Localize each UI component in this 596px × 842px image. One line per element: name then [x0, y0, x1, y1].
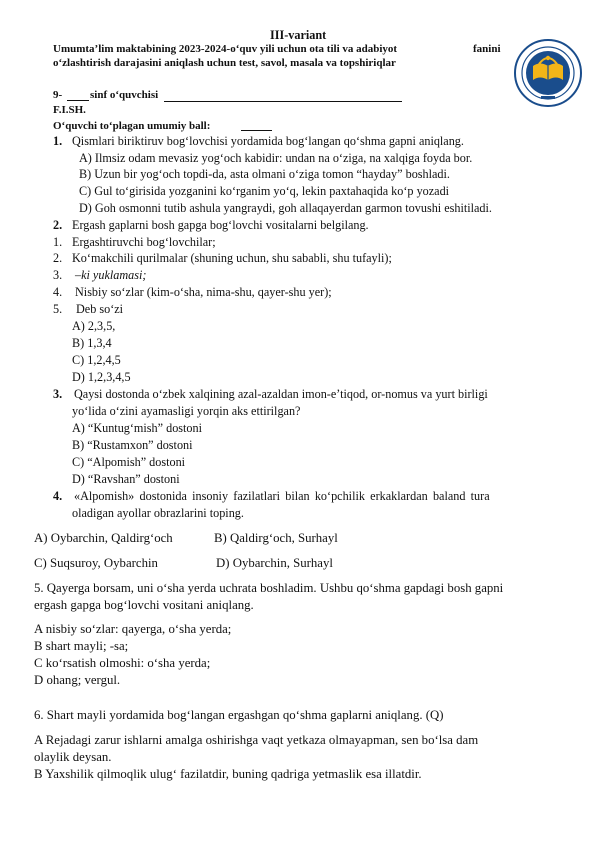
student-name-blank[interactable] [164, 101, 402, 102]
q2-option-b: B) 1,3,4 [72, 336, 112, 350]
q4-option-c: C) Suqsuroy, Oybarchin [34, 556, 158, 570]
class-prefix: 9- [53, 89, 63, 101]
q2-item-text: Deb so‘zi [76, 302, 124, 316]
q5-text-line1: 5. Qayerga borsam, uni o‘sha yerda uchrata boshladim. Ushbu qo‘shma gapdagi bosh gapni [34, 581, 504, 595]
score-blank[interactable] [241, 130, 272, 131]
q2-item-number: 1. [53, 235, 63, 249]
q2-item-text: Ergashtiruvchi bog‘lovchilar; [72, 235, 216, 249]
q1-option-a: A) Ilmsiz odam mevasiz yog‘och kabidir: undan na o‘ziga, na xalqiga foyda bor. [79, 151, 473, 165]
q6-option-a-line1: A Rejadagi zarur ishlarni amalga oshirishga vaqt yetkaza olmayapman, sen bo‘lsa dam [34, 733, 479, 747]
q2-item-text: Ko‘makchili qurilmalar (shuning uchun, shu sababli, shu tufayli); [72, 251, 392, 265]
score-label: O‘quvchi to‘plagan umumiy ball: [53, 120, 211, 132]
q1-number: 1. [53, 134, 63, 148]
q4-number: 4. [53, 489, 63, 503]
q2-item-number: 4. [53, 285, 63, 299]
school-emblem-icon [513, 38, 583, 108]
q4-text-line1: «Alpomish» dostonida insoniy fazilatlari bilan ko‘pchilik erkaklardan baland tura [74, 489, 490, 503]
q4-option-b: B) Qaldirg‘och, Surhayl [214, 531, 338, 545]
q3-option-c: C) “Alpomish” dostoni [72, 455, 186, 469]
q5-option-b: B shart mayli; -sa; [34, 639, 129, 653]
q3-number: 3. [53, 387, 63, 401]
fish-label: F.I.SH. [53, 104, 86, 116]
q1-text: Qismlari biriktiruv bog‘lovchisi yordamida bog‘langan qo‘shma gapni aniqlang. [72, 134, 464, 148]
q3-text-line2: yo‘lida o‘zini ayamasligi yorqin aks ettirilgan? [72, 404, 301, 418]
q1-option-c: C) Gul to‘girisida yozganini ko‘rganim yo‘q, lekin paxtahaqida ko‘p yozadi [79, 184, 450, 198]
q4-text-line2: oladigan ayollar obrazlarini toping. [72, 506, 244, 520]
q6-text: 6. Shart mayli yordamida bog‘langan ergashgan qo‘shma gaplarni aniqlang. (Q) [34, 708, 444, 722]
q2-text: Ergash gaplarni bosh gapga bog‘lovchi vositalarni belgilang. [72, 218, 369, 232]
q3-text-line1: Qaysi dostonda o‘zbek xalqining azal-azaldan imon-e’tiqod, or-nomus va yurt birligi [74, 387, 488, 401]
header-title-line1: Umumta’lim maktabining 2023-2024-o‘quv yili uchun ota tili va adabiyot [53, 43, 398, 55]
q4-option-a: A) Oybarchin, Qaldirg‘och [34, 531, 173, 545]
class-number-blank[interactable] [67, 100, 89, 101]
q6-option-a-line2: olaylik deysan. [34, 750, 112, 764]
q2-item-number: 5. [53, 302, 63, 316]
variant-title: III-variant [270, 28, 327, 42]
q2-option-d: D) 1,2,3,4,5 [72, 370, 131, 384]
q2-item-number: 2. [53, 251, 63, 265]
class-label: sinf o‘quvchisi [90, 89, 159, 101]
q5-option-d: D ohang; vergul. [34, 673, 121, 687]
q3-option-a: A) “Kuntug‘mish” dostoni [72, 421, 202, 435]
q2-option-c: C) 1,2,4,5 [72, 353, 121, 367]
q2-item-text: –ki yuklamasi; [75, 268, 147, 282]
q6-option-b: B Yaxshilik qilmoqlik ulug‘ fazilatdir, buning qadriga yetmaslik esa illatdir. [34, 767, 422, 781]
q2-option-a: A) 2,3,5, [72, 319, 116, 333]
q1-option-b: B) Uzun bir yog‘och topdi-da, asta olmani o‘ziga tomon “hayday” boshladi. [79, 167, 450, 181]
q2-number: 2. [53, 218, 63, 232]
q4-option-d: D) Oybarchin, Surhayl [216, 556, 333, 570]
q5-text-line2: ergash gapga bog‘lovchi vositani aniqlang. [34, 598, 254, 612]
q2-item-text: Nisbiy so‘zlar (kim-o‘sha, nima-shu, qayer-shu yer); [75, 285, 332, 299]
q5-option-c: C ko‘rsatish olmoshi: o‘sha yerda; [34, 656, 211, 670]
q3-option-b: B) “Rustamxon” dostoni [72, 438, 193, 452]
header-title-fanini: fanini [473, 43, 501, 55]
header-title-line2: o‘zlashtirish darajasini aniqlash uchun test, savol, masala va topshiriqlar [53, 57, 396, 69]
q3-option-d: D) “Ravshan” dostoni [72, 472, 180, 486]
q2-item-number: 3. [53, 268, 63, 282]
q1-option-d: D) Goh osmonni tutib ashula yangraydi, goh allaqayerdan garmon tovushi eshitiladi. [79, 201, 492, 215]
q5-option-a: A nisbiy so‘zlar: qayerga, o‘sha yerda; [34, 622, 232, 636]
